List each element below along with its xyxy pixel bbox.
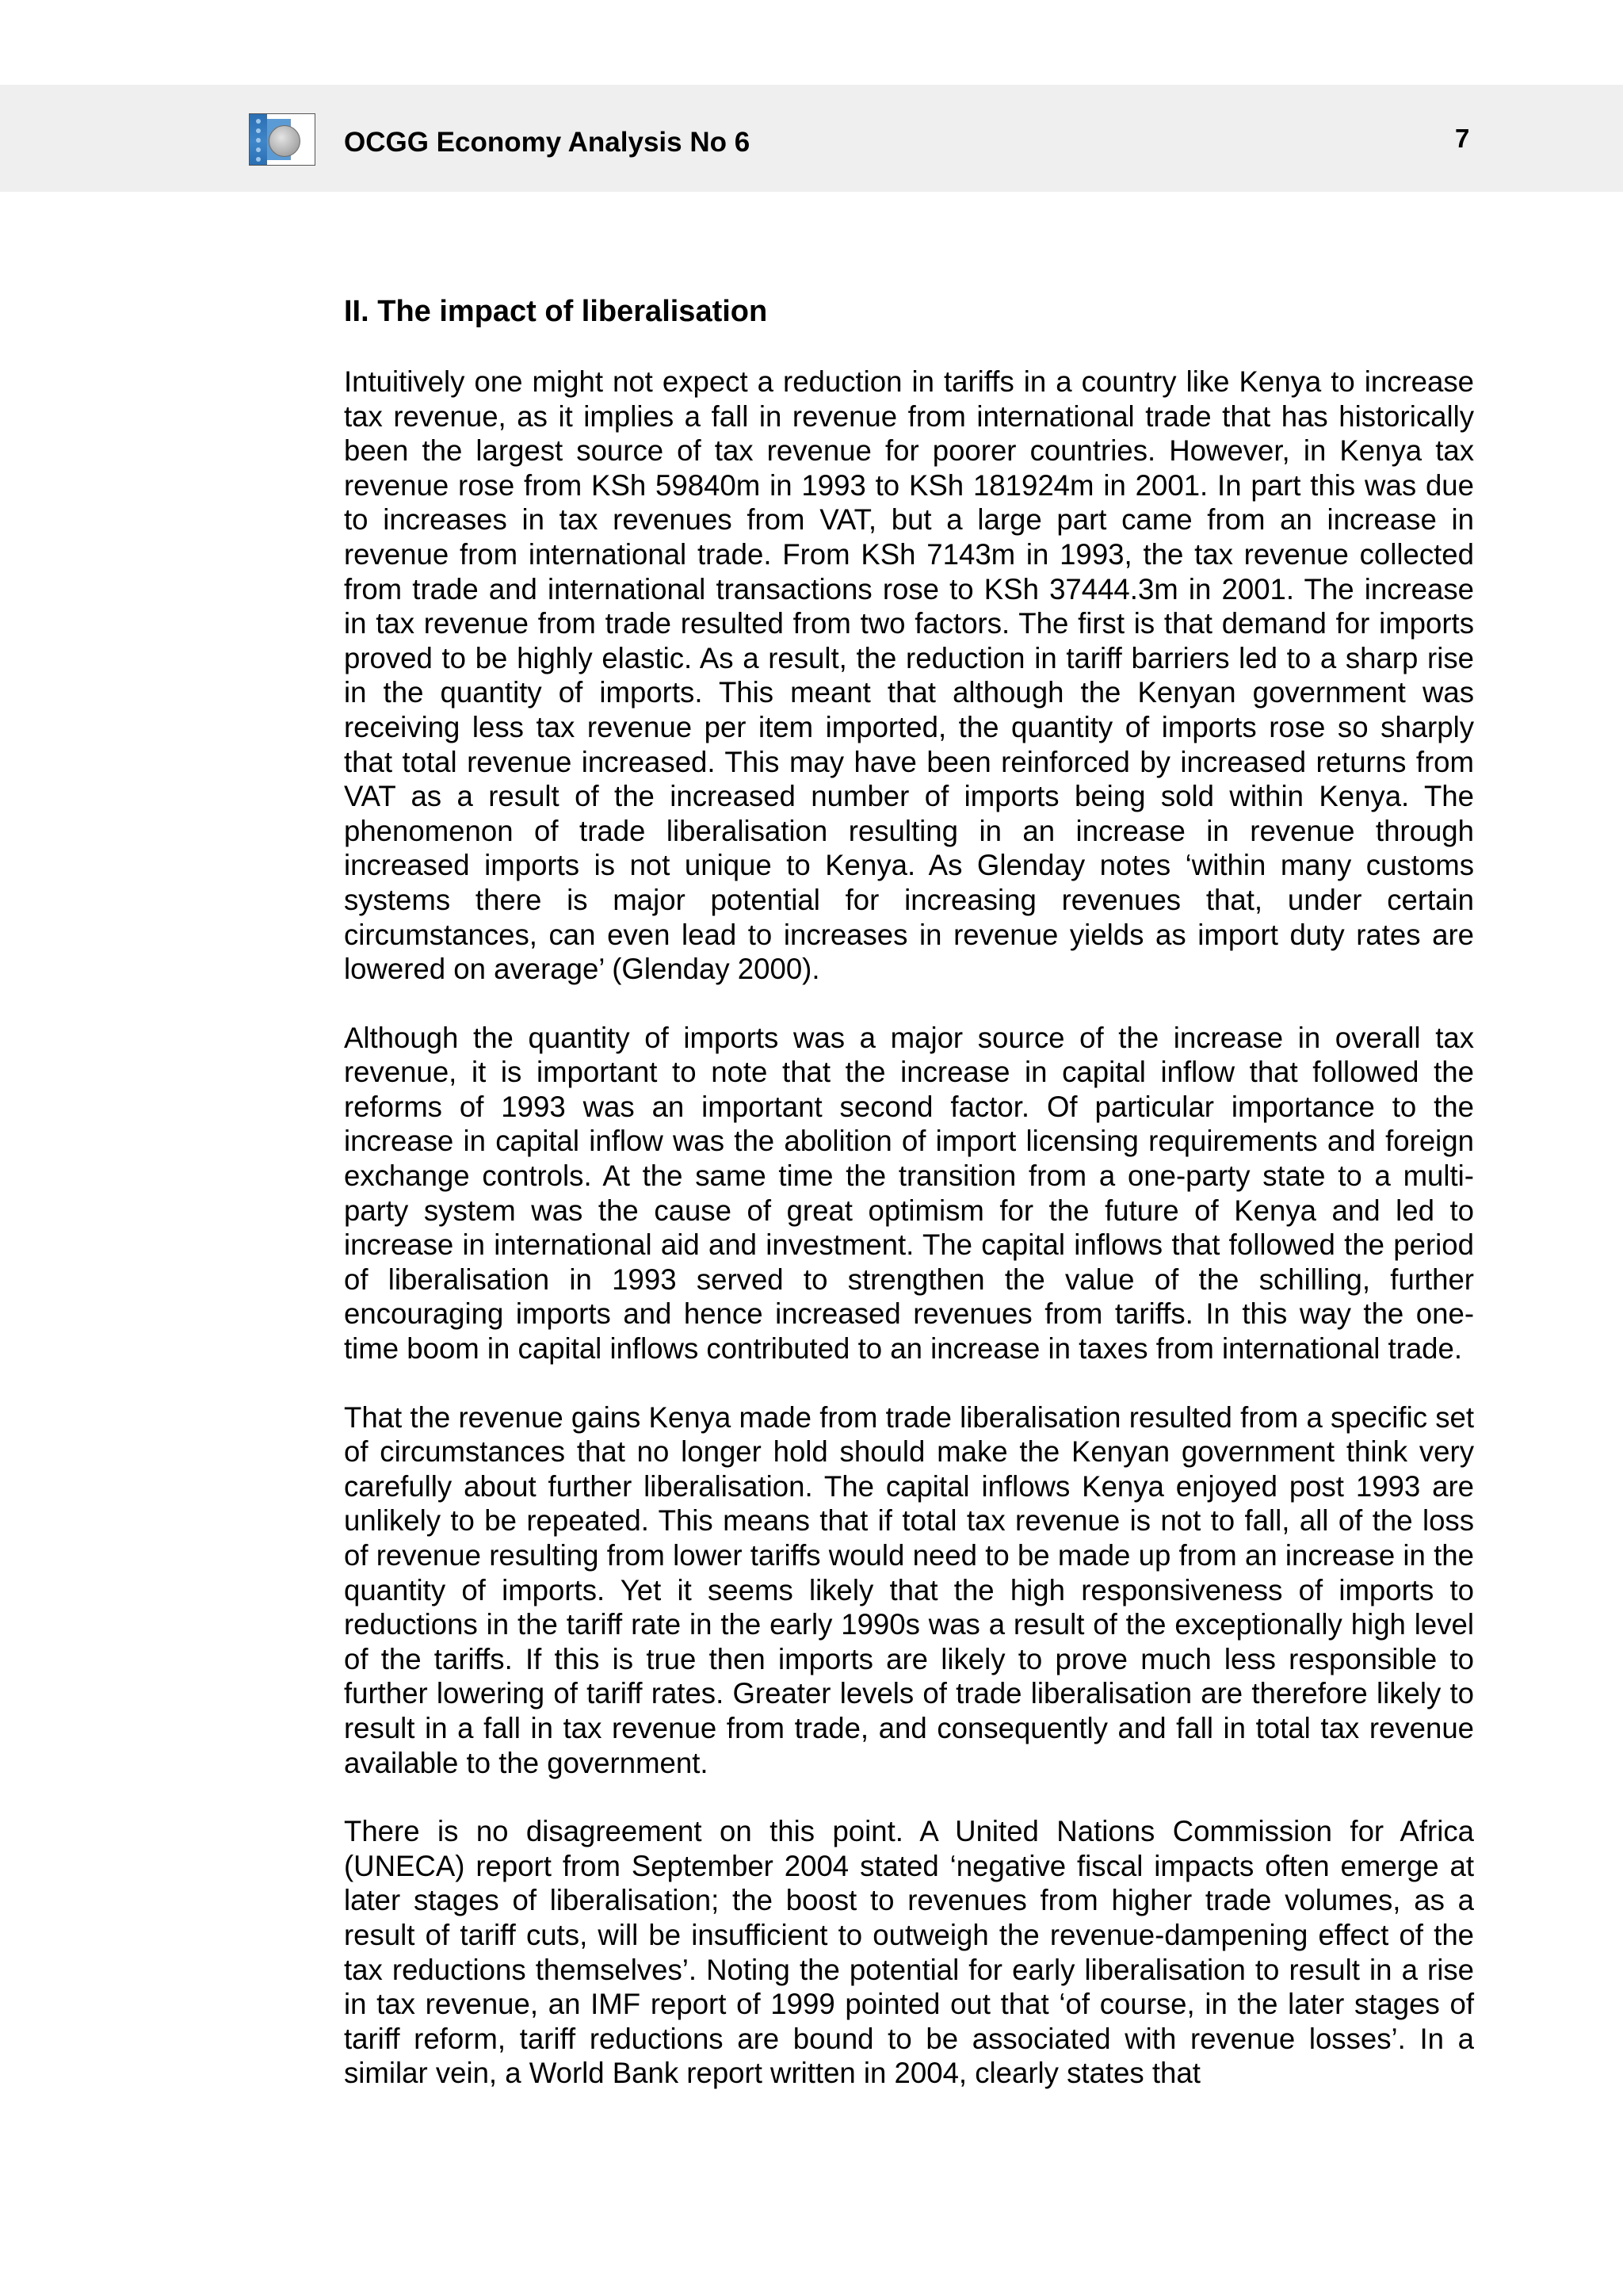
logo-strip (250, 114, 267, 165)
paragraph-1: Intuitively one might not expect a reduction in tariffs in a country like Kenya to increase tax revenue, as it implies a fall in revenue from international trade that has historically been the largest source of tax revenue for poorer countries. However, in Kenya tax revenue rose from KSh 59840m in 1993 to KSh 181924m in 2001. In part this was due to increases in tax revenues from VAT, but a large part came from an increase in revenue from international trade. From KSh 7143m in 1993, the tax revenue collected from trade and international transactions rose to KSh 37444.3m in 2001. The increase in tax revenue from trade resulted from two factors. The first is that demand for imports proved to be highly elastic. As a result, the reduction in tariff barriers led to a sharp rise in the quantity of imports. This meant that although the Kenyan government was receiving less tax revenue per item imported, the quantity of imports rose so sharply that total revenue increased. This may have been reinforced by increased returns from VAT as a result of the increased number of imports being sold within Kenya. The phenomenon of trade liberalisation resulting in an increase in revenue through increased imports is not unique to Kenya. As Glenday notes ‘within many customs systems there is major potential for increasing revenues that, under certain circumstances, can even lead to increases in revenue yields as import duty rates are lowered on average’ (Glenday 2000). (344, 365, 1474, 986)
header-title: OCGG Economy Analysis No 6 (344, 127, 750, 158)
paragraph-2: Although the quantity of imports was a major source of the increase in overall tax revenue, it is important to note that the increase in capital inflow that followed the reforms of 1993 was an important second factor. Of particular importance to the increase in capital inflow was the abolition of import licensing requirements and foreign exchange controls. At the same time the transition from a one-party state to a multi-party system was the cause of great optimism for the future of Kenya and led to increase in international aid and investment. The capital inflows that followed the period of liberalisation in 1993 served to strengthen the value of the schilling, further encouraging imports and hence increased revenues from tariffs. In this way the one-time boom in capital inflows contributed to an increase in taxes from international trade. (344, 1021, 1474, 1366)
section-heading: II. The impact of liberalisation (344, 295, 768, 328)
page-header (0, 85, 1623, 192)
paragraph-4: There is no disagreement on this point. A United Nations Commission for Africa (UNECA) report from September 2004 stated ‘negative fiscal impacts often emerge at later stages of liberalisation; the boost to revenues from higher trade volumes, as a result of tariff cuts, will be insufficient to outweigh the revenue-dampening effect of the tax reductions themselves’. Noting the potential for early liberalisation to result in a rise in tax revenue, an IMF report of 1999 pointed out that ‘of course, in the later stages of tariff reform, tariff reductions are bound to be associated with revenue losses’. In a similar vein, a World Bank report written in 2004, clearly states that (344, 1815, 1474, 2090)
paragraph-3: That the revenue gains Kenya made from trade liberalisation resulted from a specific set of circumstances that no longer hold should make the Kenyan government think very carefully about further liberalisation. The capital inflows Kenya enjoyed post 1993 are unlikely to be repeated. This means that if total tax revenue is not to fall, all of the loss of revenue resulting from lower tariffs would need to be made up from an increase in the quantity of imports. Yet it seems likely that the high responsiveness of imports to reductions in the tariff rate in the early 1990s was a result of the exceptionally high level of the tariffs. If this is true then imports are likely to prove much less responsible to further lowering of tariff rates. Greater levels of trade liberalisation are therefore likely to result in a fall in tax revenue from trade, and consequently and fall in total tax revenue available to the government. (344, 1400, 1474, 1779)
body-text (344, 365, 1474, 2125)
ocgg-logo-icon (249, 113, 315, 166)
logo-coin (269, 125, 300, 157)
page-number: 7 (1455, 124, 1470, 153)
